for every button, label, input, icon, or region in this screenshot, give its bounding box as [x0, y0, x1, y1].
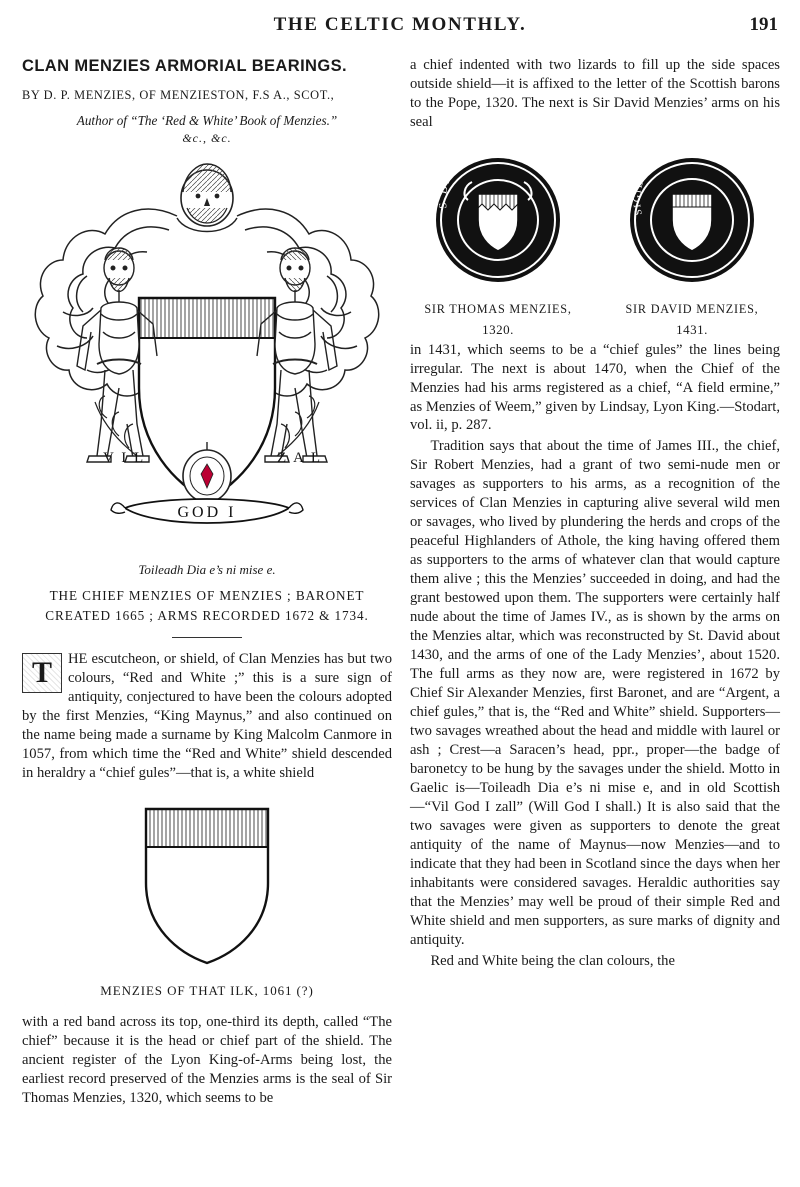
article-title: CLAN MENZIES ARMORIAL BEARINGS. [22, 57, 347, 75]
running-head [0, 14, 800, 44]
gaelic-motto: Toileadh Dia e’s ni mise e. [138, 562, 276, 578]
coat-of-arms-illustration [27, 156, 387, 556]
right-paragraph-2: in 1431, which seems to be a “chief gules” the lines being irregular. The next is about 1470, when the Chief of the Menzies had his arms registered as a chief, “A field ermine,” as Menzies of Weem,” given by Lindsay, Lyon King.—Stodart, vol. ii, p. 287. [410, 341, 780, 434]
motto-scroll [111, 499, 303, 523]
arms-caption-line2: CREATED 1665 ; ARMS RECORDED 1672 & 1734. [45, 608, 369, 624]
plain-shield-illustration [107, 799, 307, 975]
seal-thomas-year: 1320. [482, 321, 514, 337]
seal-thomas-illustration [428, 142, 568, 292]
seal-david-illustration [622, 142, 762, 292]
seal-thomas-name: SIR THOMAS MENZIES, [424, 301, 572, 316]
motto-word-left: V I L [103, 450, 146, 467]
article-byline: BY D. P. MENZIES, OF MENZIESTON, F.S A., SCOT., [22, 88, 335, 103]
crest-saracen-head [177, 164, 237, 232]
right-paragraph-3: Tradition says that about the time of James III., the chief, Sir Robert Menzies, had a grant of two semi-nude men or savages as supporters to his arms, as a recognition of the services of Clan Menzies in capturing alive several wild men or savages, who lived by plundering the herds and crops of the peaceful Highlanders of Athole, the king having offered them as supporters to the arms of whatever clan that would capture them alive ; this the Menzies’ succeeded in doing, and had the grant bestowed upon them. The supporters were certainly half nude about the time of James IV., as is shown by the arms on the Menzies altar, which was reconstructed by St. David about 1430, and the arms of one of the Lady Menzies’, about 1520. The full arms as they now are, were registered in 1672 by Chief Sir Alexander Menzies, first Baronet, and are “Argent, a chief gules,” that is, the “Red and White” shield. Supporters—two savages wreathed about the head and middle with laurel or ash ; Crest—a Saracen’s head, ppr., proper—the badge of baronetcy to be hung by the savages under the shield. Motto in Gaelic is—Toileadh Dia e’s ni mise e, and in old Scottish—“Vil God I zall” (Will God I shall.) It is also said that the two savages were given as supporters to denote the great antiquity of the name of Maynus—now Menzies—and to indicate that they had been in Scotland since the days when her inhabitants were considered savages. Heraldic authorities say that the Menzies’ may well be proud of their simple Red and White shield and men supporters, as sure marks of dignity and antiquity. [410, 438, 780, 948]
right-paragraph-4: Red and White being the clan colours, the [430, 952, 675, 969]
left-column [22, 56, 392, 1110]
left-opening-paragraph-text: HE escutcheon, or shield, of Clan Menzies has but two colours, “Red and White ;” this is a sure sign of antiquity, conjectured to have been the colours adopted by the first Menzies, “King Maynus,” and also continued on the name being made a surname by King Malcolm Canmore in 1057, from which time the “Red and White” shield descended in heraldry a “chief gules”—that is, a white shield [22, 650, 392, 781]
journal-title: THE CELTIC MONTHLY. [273, 14, 527, 35]
page-number: 191 [749, 14, 778, 35]
section-divider [172, 637, 242, 638]
drop-capital: T [22, 653, 62, 693]
motto-word-right: Z A L [277, 450, 323, 467]
svg-text:S DE MEIVRIS: S DE MEIVRIS [436, 141, 511, 209]
svg-text:SIGILLVM DAVID MEGRIS: SIGILLVM DAVID MEGRIS [631, 141, 747, 216]
right-column [410, 56, 780, 973]
right-paragraph-1: a chief indented with two lizards to fill up the side spaces outside shield—it is affixed to the letter of the Scottish barons to the Pope, 1320. The next is Sir David Menzies’ arms on his seal [410, 57, 780, 130]
seal-block-david [604, 142, 780, 339]
seals-figure-row [410, 142, 780, 339]
seal-david-year: 1431. [676, 321, 708, 337]
author-works-etc: &c., &c. [182, 130, 232, 145]
author-works-line: Author of “The ‘Red & White’ Book of Menzies.” [76, 112, 338, 128]
shield-figure-caption: MENZIES OF THAT ILK, 1061 (?) [100, 982, 314, 998]
seal-block-thomas [410, 142, 586, 339]
left-closing-paragraph: with a red band across its top, one-third its depth, called “The chief” because it is the head or chief part of the shield. The ancient register of the Lyon King-of-Arms being lost, the earliest record preserved of the Menzies arms is the seal of Sir Thomas Menzies, 1320, which seems to be [22, 1014, 392, 1107]
seal-david-name: SIR DAVID MENZIES, [625, 301, 759, 316]
left-opening-paragraph [22, 650, 392, 783]
motto-scroll-text: GOD I [177, 504, 237, 522]
arms-caption-line1: THE CHIEF MENZIES OF MENZIES ; BARONET [49, 588, 365, 604]
